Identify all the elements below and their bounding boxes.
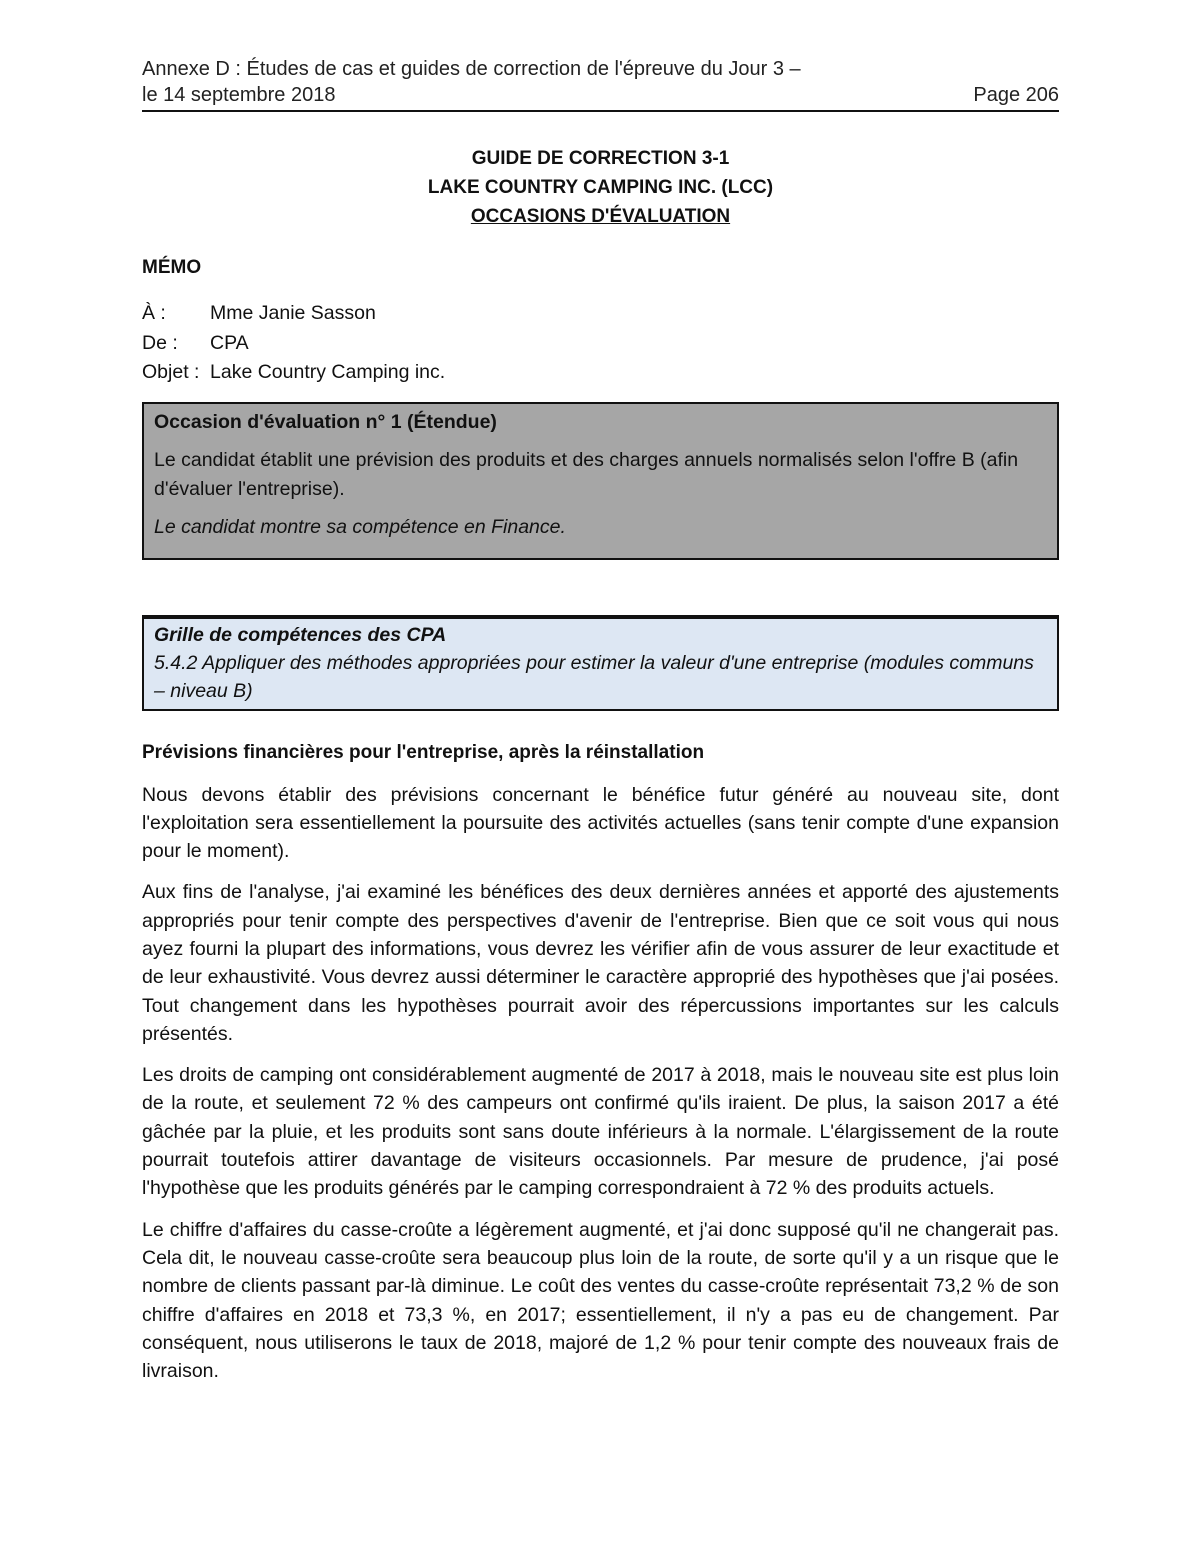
paragraph: Le chiffre d'affaires du casse-croûte a légèrement augmenté, et j'ai donc supposé qu'il ne changerait pas. Cela dit, le nouveau casse-croûte sera beaucoup plus loin de la route, de sorte qu'il y a un risque que le nombre de clients passant par-là diminue. Le coût des ventes du casse-croûte représentait 73,2 % de son chiffre d'affaires en 2018 et 73,3 %, en 2017; essentiellement, il n'y a pas eu de changement. Par conséquent, nous utiliserons le taux de 2018, majoré de 1,2 % pour tenir compte des nouveaux frais de livraison. <box>142 1218 1059 1383</box>
document-titles <box>142 144 1059 231</box>
memo-key: Objet : <box>142 361 200 383</box>
occasion-box <box>142 402 1059 560</box>
memo-key: De : <box>142 331 178 354</box>
company-title: LAKE COUNTRY CAMPING INC. (LCC) <box>427 177 774 198</box>
paragraph: Les droits de camping ont considérablement augmenté de 2017 à 2018, mais le nouveau site est plus loin de la route, et seulement 72 % des campeurs ont confirmé qu'ils iraient. De plus, la saison 2017 a été gâchée par la pluie, et les produits sont sans doute inférieurs à la normale. L'élargissement de la route pourrait toutefois attirer davantage de visiteurs occasionnels. Par mesure de prudence, j'ai posé l'hypothèse que les produits générés par le camping correspondraient à 72 % des produits actuels. <box>142 1064 1059 1200</box>
page-header <box>142 56 1059 112</box>
header-title: Annexe D : Études de cas et guides de correction de l'épreuve du Jour 3 – <box>142 58 801 80</box>
section-heading: OCCASIONS D'ÉVALUATION <box>470 206 731 227</box>
occasion-competence: Le candidat montre sa compétence en Finance. <box>154 515 566 538</box>
occasion-text: Le candidat établit une prévision des produits et des charges annuels normalisés selon l'offre B (afin d'évaluer l'entreprise). <box>154 448 1019 500</box>
memo-row-to <box>142 299 1059 329</box>
header-date: le 14 septembre 2018 <box>142 84 336 106</box>
memo-value: Mme Janie Sasson <box>210 302 376 324</box>
page-number: Page 206 <box>973 84 1059 106</box>
memo-header <box>142 299 1059 388</box>
memo-row-from <box>142 329 1059 359</box>
grid-text: 5.4.2 Appliquer des méthodes appropriées pour estimer la valeur d'une entreprise (modules communs – niveau B) <box>154 651 1034 702</box>
memo-key: À : <box>142 302 166 324</box>
memo-value: CPA <box>210 331 249 354</box>
memo-row-subject <box>142 358 1059 388</box>
paragraph: Nous devons établir des prévisions concernant le bénéfice futur généré au nouveau site, dont l'exploitation sera essentiellement la poursuite des activités actuelles (sans tenir compte d'une expansion pour le moment). <box>142 783 1059 863</box>
competency-grid-box <box>142 615 1059 711</box>
guide-title: GUIDE DE CORRECTION 3-1 <box>471 148 730 169</box>
document-page <box>142 56 1059 1385</box>
memo-label: MÉMO <box>142 257 202 278</box>
grid-heading: Grille de compétences des CPA <box>154 623 447 646</box>
occasion-heading: Occasion d'évaluation n° 1 (Étendue) <box>154 410 497 433</box>
memo-value: Lake Country Camping inc. <box>210 361 446 383</box>
forecast-title: Prévisions financières pour l'entreprise, après la réinstallation <box>142 741 705 763</box>
paragraph: Aux fins de l'analyse, j'ai examiné les bénéfices des deux dernières années et apporté des ajustements appropriés pour tenir compte des perspectives d'avenir de l'entreprise. Bien que ce soit vous qui nous ayez fourni la plupart des informations, vous devrez les vérifier afin de vous assurer de leur exactitude et de leur exhaustivité. Vous devrez aussi déterminer le caractère approprié des hypothèses que j'ai posées. Tout changement dans les hypothèses pourrait avoir des répercussions importantes sur les calculs présentés. <box>142 881 1059 1045</box>
